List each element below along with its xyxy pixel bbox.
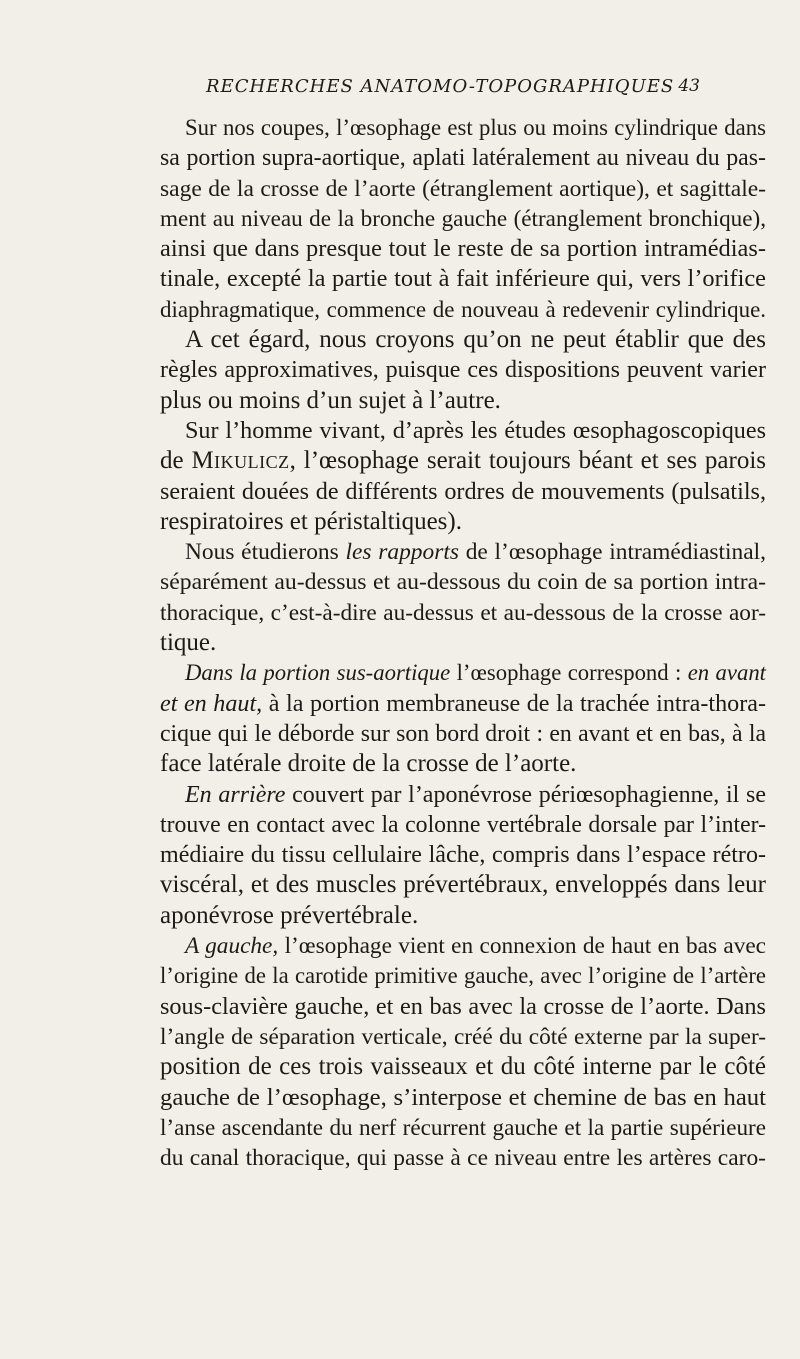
text-line: et en haut, à la portion membraneuse de la trachée intra-thora- — [160, 689, 767, 717]
running-title: RECHERCHES ANATOMO-TOPOGRAPHIQUES — [206, 76, 675, 97]
text-line: thoracique, c’est-à-dire au-dessus et au-dessous de la crosse aor- — [160, 599, 766, 626]
text-line: Dans la portion sus-aortique l’œsophage correspond : en avant — [185, 660, 766, 686]
text-line: règles approximatives, puisque ces dispositions peuvent varier — [160, 357, 766, 384]
text-line: En arrière couvert par l’aponévrose périœsophagienne, il se — [185, 781, 767, 808]
text-line: face latérale droite de la crosse de l’aorte. — [160, 750, 577, 778]
text-line: de Mikulicz, l’œsophage serait toujours béant et ses parois — [160, 447, 766, 475]
page-header — [160, 76, 700, 106]
text-line: du canal thoracique, qui passe à ce niveau entre les artères caro- — [160, 1145, 766, 1172]
emphasis: A gauche, — [185, 933, 279, 960]
text-line: tique. — [160, 629, 217, 657]
text-line: respiratoires et péristaltiques). — [160, 507, 462, 535]
text-line: aponévrose prévertébrale. — [160, 901, 419, 929]
text-line: trouve en contact avec la colonne vertébrale dorsale par l’inter- — [160, 811, 766, 838]
text-line: tinale, excepté la partie tout à fait inférieure qui, vers l’orifice — [160, 265, 766, 293]
author-name: Mikulicz — [191, 447, 290, 475]
text-line: seraient douées de différents ordres de mouvements (pulsatils, — [160, 477, 766, 505]
emphasis: et en haut, — [160, 689, 263, 717]
text-line: viscéral, et des muscles prévertébraux, enveloppés dans leur — [160, 871, 766, 899]
text-line: sa portion supra-aortique, aplati latéralement au niveau du pas- — [160, 145, 766, 172]
emphasis: les rapports — [345, 539, 459, 566]
text-line: A cet égard, nous croyons qu’on ne peut établir que des — [185, 326, 766, 354]
emphasis: En arrière — [185, 781, 286, 808]
page-number: 43 — [678, 76, 700, 96]
text-line: A gauche, l’œsophage vient en connexion de haut en bas avec — [185, 933, 766, 960]
text-line: l’anse ascendante du nerf récurrent gauche et la partie supérieure — [160, 1114, 766, 1141]
text-line: l’origine de la carotide primitive gauche, avec l’origine de l’artère — [160, 963, 766, 989]
text-line: plus ou moins d’un sujet à l’autre. — [160, 386, 501, 414]
text-line: position de ces trois vaisseaux et du côté interne par le côté — [160, 1053, 766, 1081]
text-line: sous-clavière gauche, et en bas avec la crosse de l’aorte. Dans — [160, 992, 766, 1020]
text-line: séparément au-dessus et au-dessous du coin de sa portion intra- — [160, 569, 766, 596]
text-line: gauche de l’œsophage, s’interpose et chemine de bas en haut — [160, 1083, 766, 1111]
text-line: diaphragmatique, commence de nouveau à redevenir cylindrique. — [160, 296, 766, 322]
text-line: médiaire du tissu cellulaire lâche, compris dans l’espace rétro- — [160, 842, 766, 869]
emphasis: en avant — [687, 660, 766, 686]
text-line: ainsi que dans presque tout le reste de sa portion intramédias- — [160, 235, 766, 263]
text-line: ment au niveau de la bronche gauche (étranglement bronchique), — [160, 205, 766, 232]
text-line: Nous étudierons les rapports de l’œsophage intramédiastinal, — [185, 539, 766, 566]
text-line: cique qui le déborde sur son bord droit : en avant et en bas, à la — [160, 720, 766, 747]
text-line: sage de la crosse de l’aorte (étranglement aortique), et sagittale- — [160, 175, 766, 202]
emphasis: Dans la portion sus-aortique — [185, 660, 451, 686]
text-line: Sur nos coupes, l’œsophage est plus ou moins cylindrique dans — [185, 115, 766, 140]
text-line: Sur l’homme vivant, d’après les études œsophagoscopiques — [185, 416, 766, 444]
body-text — [160, 113, 766, 1173]
text-line: l’angle de séparation verticale, créé du côté externe par la super- — [160, 1023, 766, 1050]
